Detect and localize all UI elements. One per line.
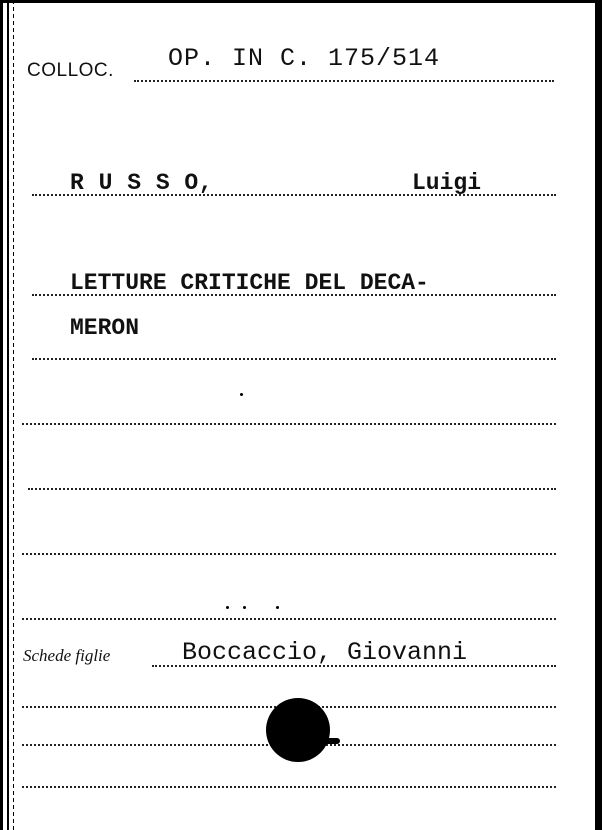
author-given-name: Luigi (412, 170, 482, 196)
colloc-value: OP. IN C. 175/514 (168, 44, 441, 73)
card-margin-dashed-line (13, 0, 14, 830)
schede-figlie-value: Boccaccio, Giovanni (182, 638, 468, 667)
blank-rule-8 (22, 786, 556, 788)
card-margin-line (7, 0, 9, 830)
scan-edge-left (0, 0, 3, 830)
schede-figlie-label: Schede figlie (23, 646, 111, 665)
ink-blot-smear (322, 738, 340, 744)
colloc-rule (134, 80, 554, 82)
blank-rule-5 (22, 618, 556, 620)
ink-speck (240, 393, 243, 396)
scan-edge-right (595, 0, 602, 830)
blank-rule-3 (28, 488, 556, 490)
author-surname: R U S S O, (70, 170, 214, 196)
blank-rule-2 (22, 423, 556, 425)
blank-rule-1 (32, 358, 556, 360)
title-line-2: MERON (70, 315, 140, 341)
ink-speck (226, 606, 229, 609)
ink-speck (276, 606, 279, 609)
scan-edge-top (0, 0, 602, 3)
colloc-label: COLLOC. (27, 60, 114, 81)
ink-blot (266, 698, 330, 762)
title-line-1: LETTURE CRITICHE DEL DECA- (70, 270, 429, 296)
ink-speck (243, 606, 246, 609)
blank-rule-4 (22, 553, 556, 555)
